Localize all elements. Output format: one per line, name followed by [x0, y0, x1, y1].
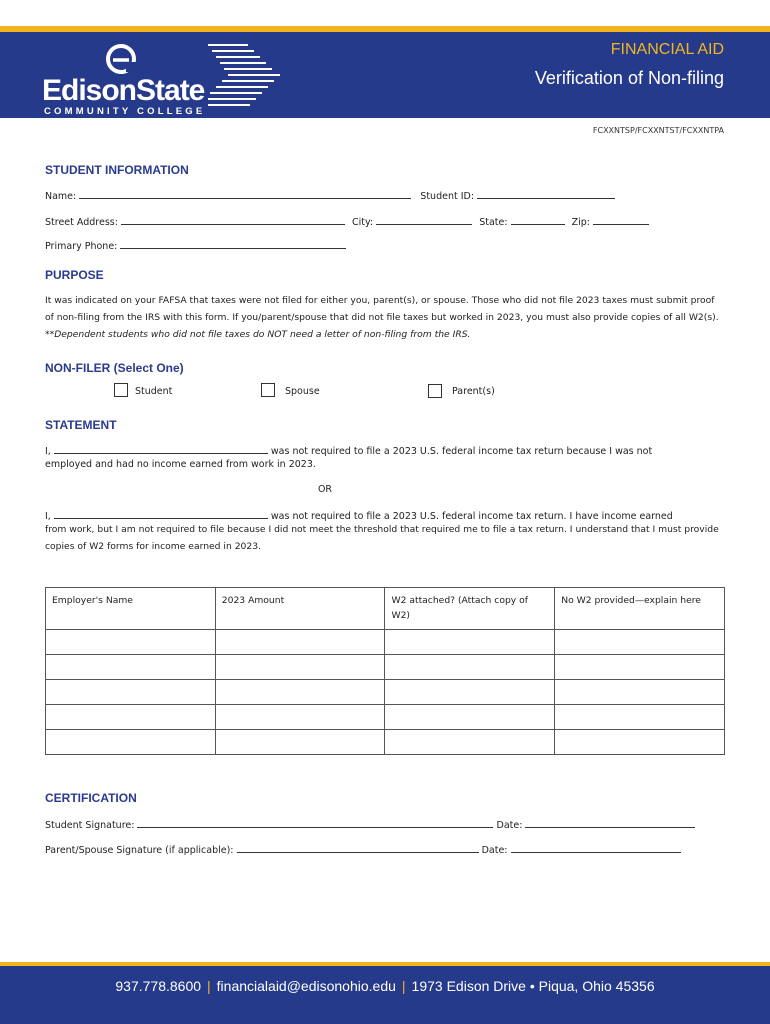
employer-name-header: Employer's Name — [46, 588, 216, 630]
table-cell[interactable] — [385, 630, 555, 655]
table-cell[interactable] — [555, 705, 725, 730]
table-cell[interactable] — [215, 705, 385, 730]
name-label: Name: — [45, 191, 77, 202]
table-cell[interactable] — [215, 630, 385, 655]
header-title: Verification of Non-filing — [534, 68, 724, 88]
certification-heading: CERTIFICATION — [45, 791, 137, 805]
phone-label: Primary Phone: — [45, 241, 118, 252]
statement-name-field-2[interactable] — [54, 508, 268, 519]
table-cell[interactable] — [46, 680, 216, 705]
table-header-row — [46, 588, 725, 630]
statement-i-label-2: I, — [45, 511, 51, 522]
parent-signature-field[interactable] — [237, 842, 479, 853]
zip-field[interactable] — [593, 214, 649, 225]
footer-address: 1973 Edison Drive • Piqua, Ohio 45356 — [411, 978, 655, 994]
table-row — [46, 680, 725, 705]
w2-attached-header: W2 attached? (Attach copy of W2) — [385, 588, 555, 630]
logo-stripes-icon — [208, 42, 288, 112]
footer-phone: 937.778.8600 — [115, 978, 202, 994]
table-cell[interactable] — [46, 705, 216, 730]
name-row — [45, 188, 615, 202]
logo-e-icon — [104, 42, 138, 76]
statement-line-2-cont: from work, but I am not required to file because I did not meet the threshold that required me to file a tax return. I understand that I must provide copies of W2 forms for income earned in 2023. — [45, 524, 719, 552]
student-option-label: Student — [135, 386, 173, 397]
purpose-note: **Dependent students who did not file taxes do NOT need a letter of non-filing from the IRS. — [45, 329, 471, 340]
parent-option-label: Parent(s) — [452, 386, 495, 397]
street-field[interactable] — [121, 214, 345, 225]
footer-separator-icon: | — [207, 978, 211, 994]
student-id-label: Student ID: — [420, 191, 475, 202]
statement-or: OR — [317, 484, 333, 495]
street-label: Street Address: — [45, 217, 118, 228]
non-filer-heading: NON-FILER (Select One) — [45, 361, 184, 375]
logo-wordmark: EdisonState — [42, 74, 205, 107]
statement-heading: STATEMENT — [45, 418, 117, 432]
footer-banner — [0, 962, 770, 1024]
phone-field[interactable] — [120, 238, 346, 249]
student-info-heading: STUDENT INFORMATION — [45, 163, 189, 177]
spouse-option-label: Spouse — [285, 386, 320, 397]
logo-subtitle: COMMUNITY COLLEGE — [44, 106, 206, 117]
purpose-text — [45, 292, 720, 343]
statement-text-2: was not required to file a 2023 U.S. federal income tax return. I have income earned — [270, 511, 673, 522]
statement-i-label-1: I, — [45, 446, 51, 457]
table-cell[interactable] — [215, 680, 385, 705]
employer-table — [45, 587, 725, 755]
student-signature-label: Student Signature: — [45, 820, 135, 831]
header-banner — [0, 32, 770, 118]
footer-contact — [0, 978, 770, 994]
form-code: FCXXNTSP/FCXXNTST/FCXXNTPA — [592, 126, 724, 135]
no-w2-header: No W2 provided—explain here — [555, 588, 725, 630]
state-field[interactable] — [511, 214, 565, 225]
table-cell[interactable] — [46, 730, 216, 755]
table-cell[interactable] — [555, 680, 725, 705]
table-cell[interactable] — [215, 730, 385, 755]
table-cell[interactable] — [46, 655, 216, 680]
table-row — [46, 730, 725, 755]
purpose-heading: PURPOSE — [45, 268, 104, 282]
parent-signature-label: Parent/Spouse Signature (if applicable): — [45, 845, 234, 856]
table-cell[interactable] — [385, 655, 555, 680]
table-row — [46, 630, 725, 655]
table-cell[interactable] — [385, 680, 555, 705]
statement-line-1 — [45, 443, 652, 457]
table-cell[interactable] — [215, 655, 385, 680]
parent-date-label: Date: — [481, 845, 508, 856]
table-cell[interactable] — [46, 630, 216, 655]
footer-email[interactable]: financialaid@edisonohio.edu — [216, 978, 396, 994]
table-cell[interactable] — [385, 730, 555, 755]
footer-separator-icon: | — [401, 978, 406, 994]
purpose-body: It was indicated on your FAFSA that taxes were not filed for either you, parent(s), or spouse. Those who did not file 2023 taxes must submit proof of non-filing from the IRS with this form. If you/parent/spouse that did not file taxes but worked in 2023, you must also provide copies of all W2(s). — [45, 295, 719, 323]
table-row — [46, 705, 725, 730]
student-date-label: Date: — [496, 820, 523, 831]
student-id-field[interactable] — [477, 188, 615, 199]
parent-checkbox[interactable] — [428, 384, 442, 398]
amount-header: 2023 Amount — [215, 588, 385, 630]
table-cell[interactable] — [555, 655, 725, 680]
table-cell[interactable] — [555, 630, 725, 655]
state-label: State: — [479, 217, 508, 228]
city-field[interactable] — [376, 214, 472, 225]
statement-name-field-1[interactable] — [54, 443, 268, 454]
student-checkbox[interactable] — [114, 383, 128, 397]
table-cell[interactable] — [555, 730, 725, 755]
header-kicker: FINANCIAL AID — [610, 41, 724, 58]
table-cell[interactable] — [385, 705, 555, 730]
footer-gold-stripe — [0, 962, 770, 966]
parent-date-field[interactable] — [511, 842, 681, 853]
zip-label: Zip: — [571, 217, 590, 228]
student-date-field[interactable] — [525, 817, 695, 828]
spouse-checkbox[interactable] — [261, 383, 275, 397]
phone-row — [45, 238, 346, 252]
student-signature-field[interactable] — [137, 817, 493, 828]
statement-line-1-cont: employed and had no income earned from work in 2023. — [45, 459, 316, 470]
parent-signature-row — [45, 842, 681, 856]
name-field[interactable] — [79, 188, 411, 199]
table-row — [46, 655, 725, 680]
address-row — [45, 214, 649, 228]
statement-text-1: was not required to file a 2023 U.S. federal income tax return because I was not — [270, 446, 653, 457]
city-label: City: — [351, 217, 374, 228]
statement-line-2 — [45, 508, 673, 522]
student-signature-row — [45, 817, 695, 831]
college-logo — [42, 40, 292, 116]
